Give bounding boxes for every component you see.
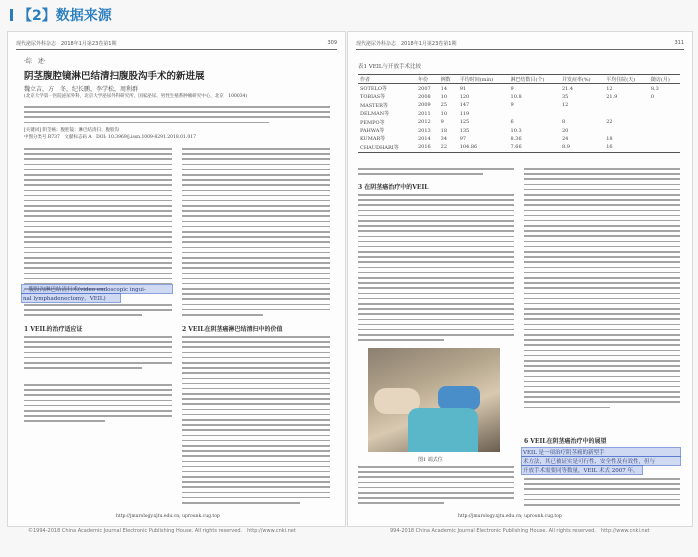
table-cell xyxy=(560,110,604,118)
table-cell: 104.86 xyxy=(459,144,478,151)
left-col-body-3 xyxy=(24,336,172,372)
left-journal-page xyxy=(7,31,346,527)
table-row xyxy=(358,126,680,134)
left-col-body-2 xyxy=(24,304,172,320)
right-running-head xyxy=(356,40,684,47)
figure-caption: 图1 端式位 xyxy=(418,457,443,463)
right-col-body-1 xyxy=(358,168,514,178)
table-title: 表1 VEIL与开放手术比较 xyxy=(358,64,422,70)
table-cell: 14 xyxy=(440,85,448,92)
table-header-cell: 淋巴结数目(个) xyxy=(510,76,545,83)
table-cell: 0 xyxy=(650,93,655,100)
table-cell: SOTELO等 xyxy=(360,86,387,93)
table-cell: CHAUDHARI等 xyxy=(360,144,399,151)
table-cell: 24 xyxy=(561,135,569,142)
table-header-cell: 例数 xyxy=(440,76,451,83)
table-cell: 12 xyxy=(561,102,569,109)
table-cell: 2011 xyxy=(417,110,431,117)
table-cell: 7.66 xyxy=(510,144,522,151)
table-row xyxy=(358,135,680,143)
right-highlight-1: VEIL 是一项治疗阴茎癌的新型手 xyxy=(522,448,680,456)
header-title: 【2】数据来源 xyxy=(18,8,112,24)
article-classification: 中图分类号 R737 文献标志码 A DOI: 10.3969/j.issn.1009-8291.2018.01.017 xyxy=(24,135,196,140)
article-affiliation: (北京大学第一医院泌尿外科，北京大学泌尿外科研究所，国家泌尿、男性生殖系肿瘤研究中心，北京 100034) xyxy=(24,94,248,99)
table-cell xyxy=(509,110,560,118)
table-cell: 6 xyxy=(510,119,514,126)
left-col2-body-2 xyxy=(182,336,330,507)
table-cell: 2012 xyxy=(417,119,431,126)
left-page-number: 309 xyxy=(327,40,337,46)
table-cell: 8.36 xyxy=(510,135,522,142)
table-cell: 125 xyxy=(459,119,470,126)
table-header-row xyxy=(358,75,680,84)
left-footer-url: http://jmurology.xjtu.edu.cn; uprounk.cug.top xyxy=(116,514,220,519)
left-head-rule xyxy=(16,49,337,50)
surgery-photo xyxy=(368,348,500,452)
table-cell: 20 xyxy=(561,127,569,134)
table-cell xyxy=(649,143,680,152)
left-col2-body-1 xyxy=(182,148,330,319)
table-row xyxy=(358,118,680,126)
table-cell: MASTER等 xyxy=(360,102,388,109)
table-cell: 2016 xyxy=(417,144,431,151)
article-keywords: [关键词] 阴茎癌；腹腔镜；淋巴结清扫；腹股沟 xyxy=(24,128,119,133)
table-cell: 16 xyxy=(606,144,613,151)
table-header-cell: 并发症率(%) xyxy=(561,76,591,83)
table-cell: 8.3 xyxy=(650,85,659,92)
table-cell: 10 xyxy=(440,110,448,117)
table-row xyxy=(358,143,680,152)
left-section-1-title: 1 VEIL的治疗适应证 xyxy=(24,326,83,333)
table-row xyxy=(358,93,680,101)
table-cell xyxy=(649,101,680,109)
table-cell: 135 xyxy=(459,127,470,134)
table-cell xyxy=(649,135,680,143)
table-cell: 21.9 xyxy=(606,93,618,100)
table-cell: 2008 xyxy=(417,93,431,100)
left-highlight-1: ，腹股沟淋巴结清扫术(video endoscopic ingui- xyxy=(22,285,172,293)
table-cell: 12 xyxy=(606,85,613,92)
right-section-3-title: 3 在阴茎癌治疗中的VEIL xyxy=(358,184,429,191)
table-cell: 97 xyxy=(459,135,467,142)
photo-instrument-bag xyxy=(438,386,480,410)
left-col-body-1 xyxy=(24,148,172,293)
table-cell: 34 xyxy=(440,135,448,142)
article-authors: 魏立吉，方 冬，纪长鹏，李学松，周利群 xyxy=(24,86,139,93)
table-cell: 8.9 xyxy=(561,144,570,151)
table-cell: 22 xyxy=(440,144,448,151)
left-running-head xyxy=(16,40,337,47)
right-col-body-2 xyxy=(358,194,514,344)
right-page-number: 311 xyxy=(674,40,684,46)
table-header-cell: 作者 xyxy=(360,76,371,83)
table-cell: 9 xyxy=(510,85,514,92)
photo-drape xyxy=(408,408,478,452)
right-highlight-3: 开放手术需要同等数量，VEIL 术式 2007 年， xyxy=(522,466,642,474)
left-section-2-title: 2 VEIL在阴茎癌淋巴结清扫中的价值 xyxy=(182,326,283,333)
table-row xyxy=(358,110,680,118)
table-cell: 2014 xyxy=(417,135,431,142)
table-cell: 21.4 xyxy=(561,85,574,92)
table-cell: 18 xyxy=(606,135,613,142)
table-cell: TOBIAS等 xyxy=(360,94,386,101)
table-cell: 18 xyxy=(440,127,448,134)
right-col2-body-2 xyxy=(524,478,680,509)
table-cell: 22 xyxy=(606,119,613,126)
table-cell xyxy=(649,118,680,126)
table-cell: 9 xyxy=(440,119,444,126)
right-watermark: 994-2018 China Academic Journal Electronic Publishing House. All rights reserved. http://www.cnki.net xyxy=(390,528,650,534)
table-cell xyxy=(604,110,649,118)
table-header-cell: 随访(月) xyxy=(650,76,670,83)
left-footnote-block xyxy=(24,384,172,426)
table-cell: 10.8 xyxy=(510,93,522,100)
table-cell: 91 xyxy=(459,85,467,92)
table-cell: 120 xyxy=(459,93,470,100)
table-header-cell: 平均时间(min) xyxy=(459,76,494,83)
table-header-cell: 年份 xyxy=(417,76,428,83)
right-col-body-3 xyxy=(358,466,514,508)
table-cell: PEMPO等 xyxy=(360,119,385,126)
table-cell: 147 xyxy=(459,102,470,109)
article-title: 阴茎腹腔镜淋巴结清扫腹股沟手术的新进展 xyxy=(24,71,205,82)
right-col2-body-1 xyxy=(524,168,680,412)
table-cell: KUMAR等 xyxy=(360,136,386,143)
left-highlight-2: nal lymphadenectomy，VEIL) xyxy=(22,294,120,302)
table-cell: 9 xyxy=(510,102,514,109)
header xyxy=(0,0,698,28)
right-section-6-title: 6 VEIL在阴茎癌治疗中的展望 xyxy=(524,438,607,445)
table-cell: 2009 xyxy=(417,102,431,109)
right-running-head-text: 现代泌尿外科杂志 2018年1月第23卷第1期 xyxy=(356,41,457,47)
table-cell: 2013 xyxy=(417,127,431,134)
table-cell: PAHWA等 xyxy=(360,128,385,135)
table-cell xyxy=(649,110,680,118)
table-row xyxy=(358,101,680,109)
table-cell: DELMAN等 xyxy=(360,111,390,118)
abstract-block xyxy=(24,106,330,127)
column-label: ·综 述· xyxy=(24,58,46,65)
right-footer-url: http://jmurology.xjtu.edu.cn; uprounk.cug.top xyxy=(458,514,562,519)
table-cell: 25 xyxy=(440,102,448,109)
right-highlight-2: 术方法，其已被证实是可行性、安全性及有效性，但与 xyxy=(522,457,680,465)
table-cell: 119 xyxy=(459,110,470,117)
left-running-head-text: 现代泌尿外科杂志 2018年1月第23卷第1期 xyxy=(16,41,117,47)
right-journal-page xyxy=(347,31,693,527)
table-cell: 10.3 xyxy=(510,127,522,134)
table-cell: 8 xyxy=(561,119,566,126)
table-cell: 2007 xyxy=(417,85,431,92)
table-cell: 10 xyxy=(440,93,448,100)
table-cell xyxy=(604,101,649,109)
comparison-table xyxy=(358,74,680,153)
table-cell xyxy=(604,126,649,134)
right-head-rule xyxy=(356,49,684,50)
table-row xyxy=(358,84,680,93)
table-cell xyxy=(649,126,680,134)
left-watermark: ©1994-2018 China Academic Journal Electronic Publishing House. All rights reserved. http://www.cnki.net xyxy=(28,528,296,534)
table-cell: 35 xyxy=(561,93,569,100)
table-header-cell: 平均住院(天) xyxy=(606,76,636,83)
header-accent-bar xyxy=(10,9,13,21)
